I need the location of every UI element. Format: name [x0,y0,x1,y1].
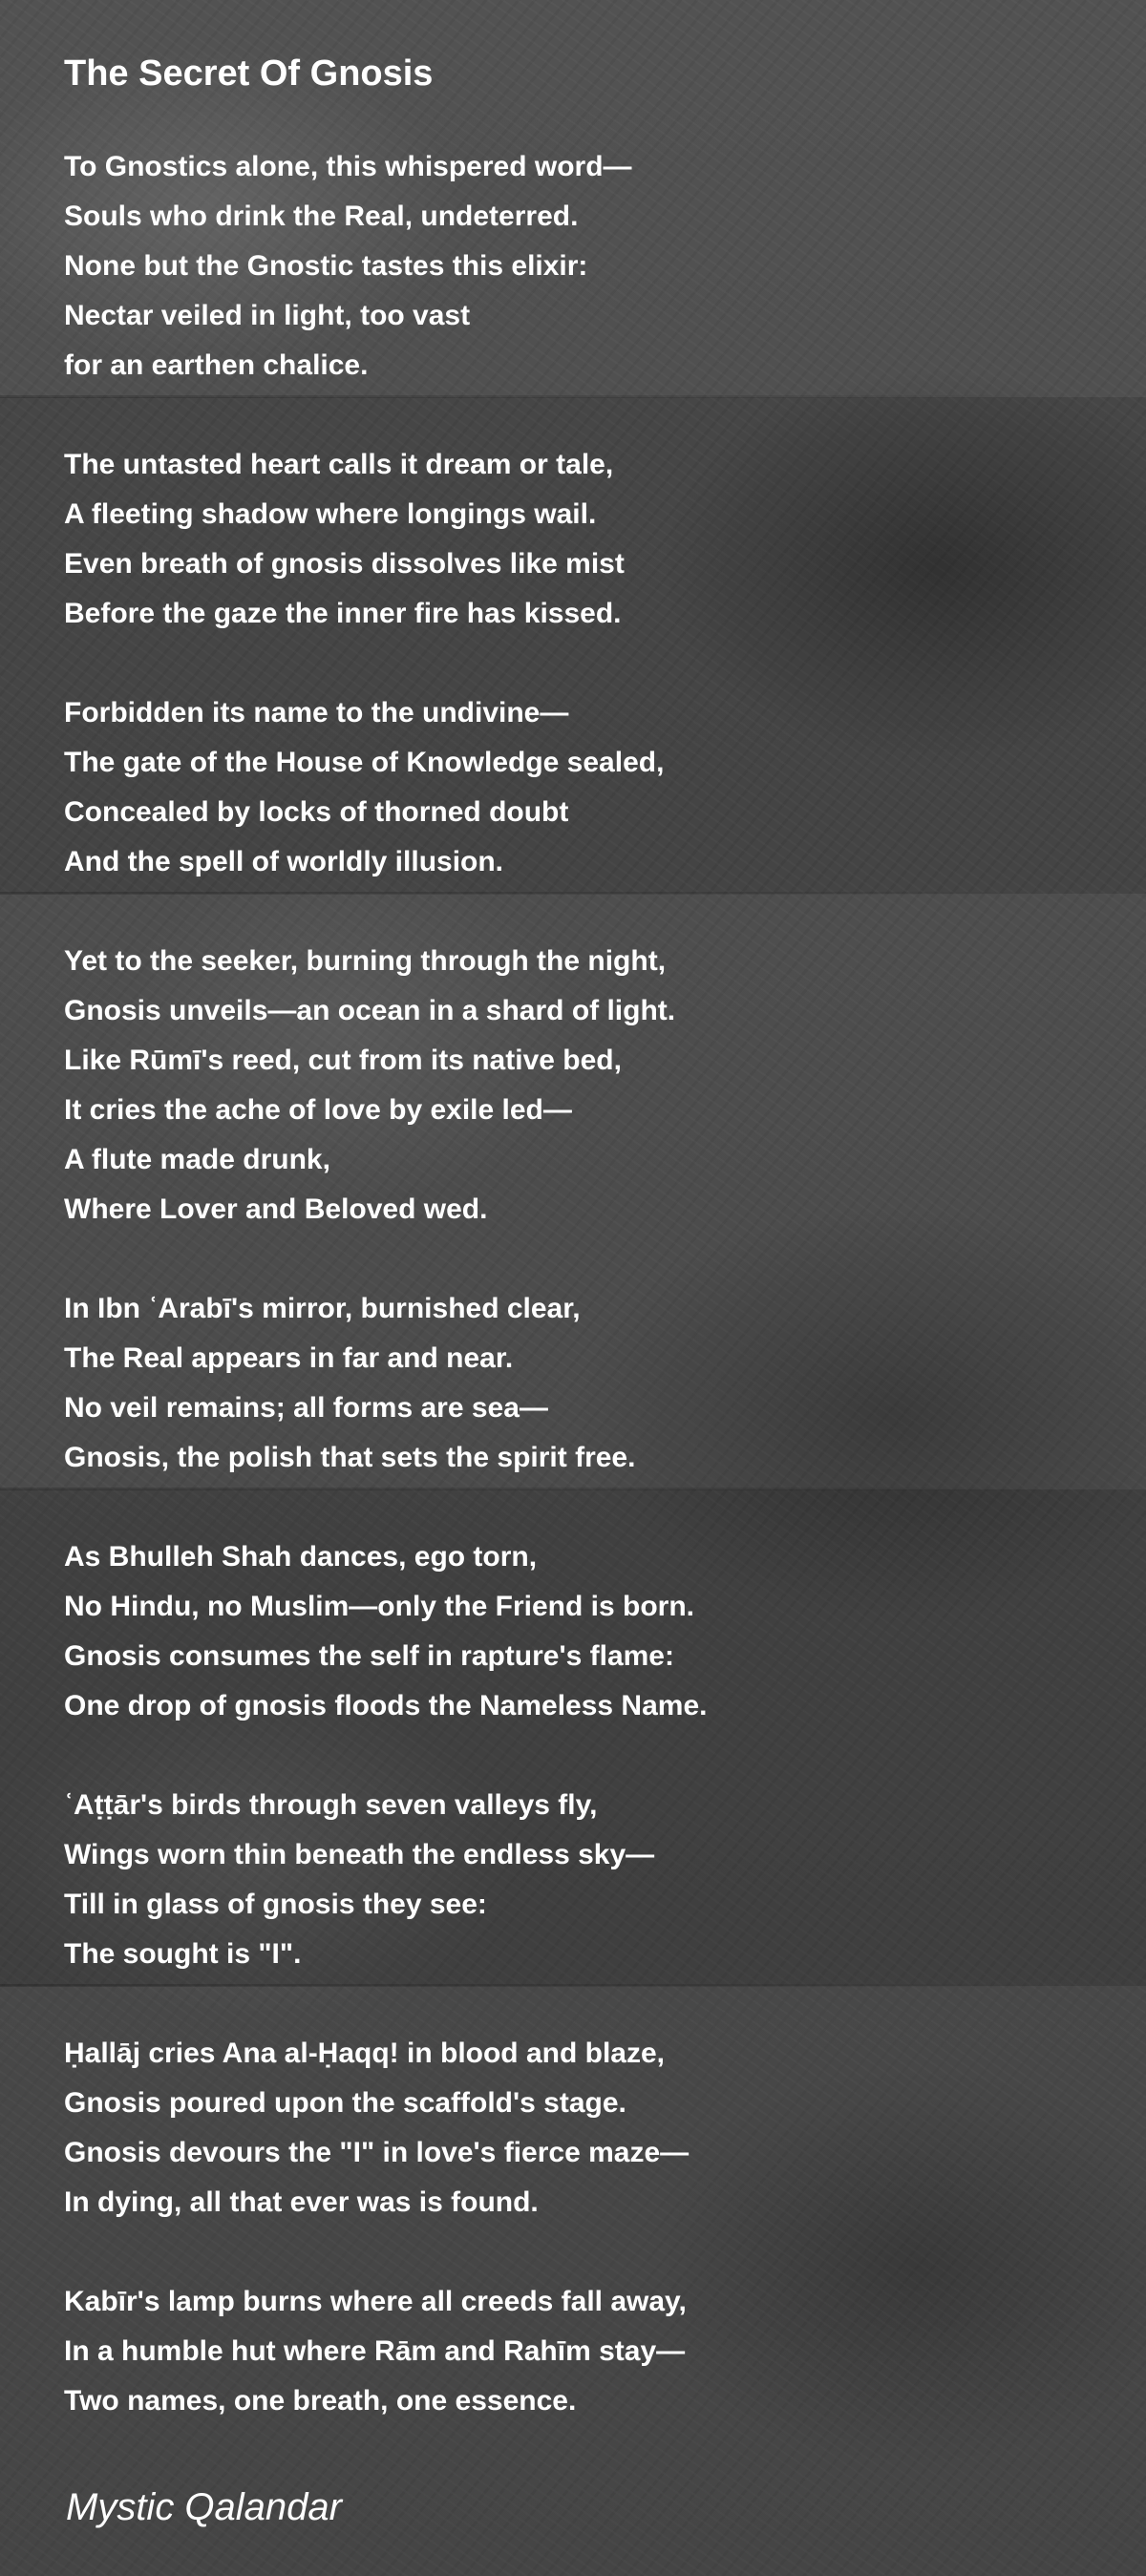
poem-line: Forbidden its name to the undivine— [64,697,569,728]
poem-line: Kabīr's lamp burns where all creeds fall away, [64,2286,687,2317]
poem-line: ʿAṭṭār's birds through seven valleys fly, [64,1789,598,1821]
poem-stanza [64,1532,707,1731]
poem-line: In Ibn ʿArabī's mirror, burnished clear, [64,1293,581,1324]
poem-line: Two names, one breath, one essence. [64,2385,577,2417]
poem-line: Gnosis devours the "I" in love's fierce maze— [64,2137,690,2168]
poem-line: No Hindu, no Muslim—only the Friend is born. [64,1591,694,1622]
poem-line: To Gnostics alone, this whispered word— [64,151,632,182]
poem-line: No veil remains; all forms are sea— [64,1392,548,1424]
poem-line: Before the gaze the inner fire has kissed. [64,598,622,629]
poem-line: Till in glass of gnosis they see: [64,1889,487,1920]
poem-line: As Bhulleh Shah dances, ego torn, [64,1541,538,1573]
poem-line: And the spell of worldly illusion. [64,846,504,877]
poem-stanza [64,1781,707,1979]
poem-body [64,142,707,2426]
poem-line: Ḥallāj cries Ana al-Ḥaqq! in blood and blaze, [64,2038,666,2069]
poem-line: Gnosis unveils—an ocean in a shard of light. [64,995,676,1026]
poem-line: Like Rūmī's reed, cut from its native bed, [64,1045,622,1076]
poem-author: Mystic Qalandar [66,2486,342,2528]
poem-line: Souls who drink the Real, undeterred. [64,201,579,232]
poem-line: In dying, all that ever was is found. [64,2186,539,2218]
poem-line: Where Lover and Beloved wed. [64,1193,488,1225]
poem-line: None but the Gnostic tastes this elixir: [64,250,588,282]
poem-line: Yet to the seeker, burning through the night, [64,945,667,977]
poem-stanza [64,2029,707,2228]
poem-line: In a humble hut where Rām and Rahīm stay— [64,2335,686,2367]
poem-line: Gnosis, the polish that sets the spirit free. [64,1442,636,1473]
poem-line: Wings worn thin beneath the endless sky— [64,1839,655,1870]
poem-line: Concealed by locks of thorned doubt [64,796,569,828]
poem-stanza [64,937,707,1235]
poem-line: One drop of gnosis floods the Nameless Name. [64,1690,708,1721]
poem-stanza [64,142,707,391]
poem-line: The Real appears in far and near. [64,1342,514,1374]
poem-stanza [64,440,707,639]
poem-stanza [64,2277,707,2426]
poem-stanza [64,688,707,887]
poem-line: for an earthen chalice. [64,349,369,381]
poem-line: The gate of the House of Knowledge sealed, [64,747,665,778]
poem-line: The sought is "I". [64,1938,302,1970]
poem-line: Gnosis consumes the self in rapture's flame: [64,1640,674,1672]
poem-line: Gnosis poured upon the scaffold's stage. [64,2087,626,2119]
poem-title: The Secret Of Gnosis [64,53,434,94]
poem-line: Even breath of gnosis dissolves like mist [64,548,625,580]
poem-stanza [64,1284,707,1483]
poem-line: Nectar veiled in light, too vast [64,300,471,331]
poem-line: A fleeting shadow where longings wail. [64,498,597,530]
poem-line: The untasted heart calls it dream or tale, [64,449,614,480]
poem-line: A flute made drunk, [64,1144,330,1175]
poem-line: It cries the ache of love by exile led— [64,1094,572,1126]
